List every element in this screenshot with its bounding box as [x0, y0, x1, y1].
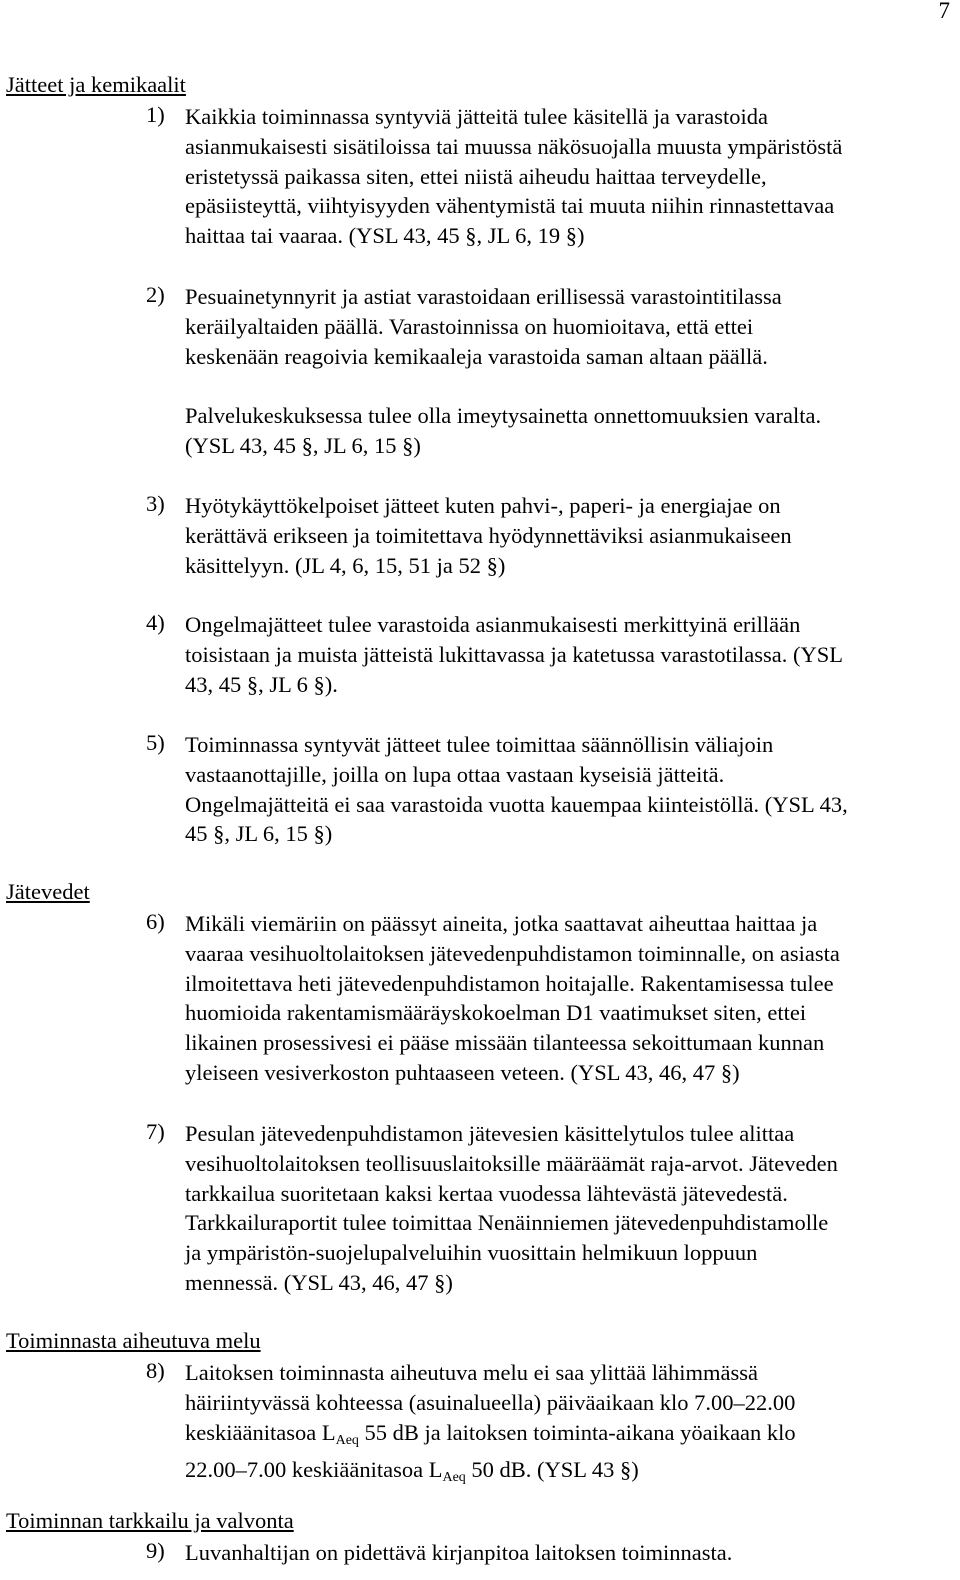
text-line: tarkkailua suoritetaan kaksi kertaa vuodessa lähtevästä jätevedestä.	[185, 1180, 788, 1206]
paragraph-item-2	[185, 282, 955, 371]
paragraph-item-7	[185, 1119, 955, 1298]
text-line: asianmukaisesti sisätiloissa tai muussa näkösuojalla muusta ympäristöstä	[185, 133, 843, 159]
text-line: haittaa tai vaaraa. (YSL 43, 45 §, JL 6, 19 §)	[185, 223, 585, 249]
section-heading-melu: Toiminnasta aiheutuva melu	[6, 1328, 261, 1353]
paragraph-item-4	[185, 610, 955, 699]
text-line: yleiseen vesiverkoston puhtaaseen veteen. (YSL 43, 46, 47 §)	[185, 1059, 740, 1085]
text-line: Tarkkailuraportit tulee toimittaa Nenäinniemen jätevedenpuhdistamolle	[185, 1210, 829, 1236]
paragraph-item-6	[185, 909, 955, 1088]
item-number: 5)	[146, 730, 165, 755]
item-number: 2)	[146, 282, 165, 307]
text-line: käsittelyyn. (JL 4, 6, 15, 51 ja 52 §)	[185, 552, 506, 578]
text-line: Kaikkia toiminnassa syntyviä jätteitä tulee käsitellä ja varastoida	[185, 104, 768, 129]
text-line: keskenään reagoivia kemikaaleja varastoida saman altaan päällä.	[185, 343, 768, 369]
text-line: häiriintyvässä kohteessa (asuinalueella) päiväaikaan klo 7.00–22.00	[185, 1389, 796, 1415]
section-heading-jatevedet: Jätevedet	[6, 879, 90, 904]
text-line: vaaraa vesihuoltolaitoksen jätevedenpuhdistamon toiminnalle, on asiasta	[185, 940, 840, 966]
text-line: mennessä. (YSL 43, 46, 47 §)	[185, 1269, 453, 1295]
text-segment: 55 dB ja laitoksen toiminta-aikana yöaikaan klo	[358, 1419, 796, 1445]
text-line: vesihuoltolaitoksen teollisuuslaitoksille määräämät raja-arvot. Jäteveden	[185, 1150, 838, 1176]
text-line: Ongelmajätteet tulee varastoida asianmukaisesti merkittyinä erillään	[185, 612, 801, 637]
text-line: (YSL 43, 45 §, JL 6, 15 §)	[185, 432, 421, 458]
text-line	[185, 1418, 955, 1456]
text-line: Toiminnassa syntyvät jätteet tulee toimittaa säännöllisin väliajoin	[185, 732, 774, 757]
text-line: Palvelukeskuksessa tulee olla imeytysainetta onnettomuuksien varalta.	[185, 403, 822, 428]
text-line: vastaanottajille, joilla on lupa ottaa vastaan kyseisiä jätteitä.	[185, 761, 725, 787]
item-number: 6)	[146, 909, 165, 934]
text-line: Pesulan jätevedenpuhdistamon jätevesien käsittelytulos tulee alittaa	[185, 1121, 795, 1146]
text-line: ja ympäristön-suojelupalveluihin vuosittain helmikuun loppuun	[185, 1240, 758, 1266]
text-line: eristetyssä paikassa siten, ettei niistä aiheudu haittaa terveydelle,	[185, 163, 767, 189]
text-line: toisistaan ja muista jätteistä lukittavassa ja katetussa varastotilassa. (YSL	[185, 641, 843, 667]
item-number: 3)	[146, 491, 165, 516]
text-line: keräilyaltaiden päällä. Varastoinnissa on huomioitava, että ettei	[185, 313, 754, 339]
item-number: 7)	[146, 1119, 165, 1144]
text-line: likainen prosessivesi ei pääse missään tilanteessa sekoittumaan kunnan	[185, 1030, 825, 1056]
subscript-text: Aeq	[335, 1432, 359, 1448]
text-line: Mikäli viemäriin on päässyt aineita, jotka saattavat aiheuttaa haittaa ja	[185, 911, 818, 936]
text-segment: keskiäänitasoa L	[185, 1419, 336, 1445]
text-line: Luvanhaltijan on pidettävä kirjanpitoa laitoksen toiminnasta.	[185, 1540, 733, 1565]
paragraph-item-9	[185, 1538, 955, 1568]
text-segment: 22.00–7.00 keskiäänitasoa L	[185, 1457, 443, 1483]
text-line: Hyötykäyttökelpoiset jätteet kuten pahvi-, paperi- ja energiajae on	[185, 493, 781, 518]
text-line: 45 §, JL 6, 15 §)	[185, 821, 333, 847]
text-line: ilmoitettava heti jätevedenpuhdistamon hoitajalle. Rakentamisessa tulee	[185, 970, 834, 996]
text-line: Ongelmajätteitä ei saa varastoida vuotta kauempaa kiinteistöllä. (YSL 43,	[185, 791, 848, 817]
text-line: huomioida rakentamismääräyskokoelman D1 vaatimukset siten, ettei	[185, 1000, 807, 1026]
section-heading-jatteet: Jätteet ja kemikaalit	[6, 72, 186, 97]
text-segment: 50 dB. (YSL 43 §)	[465, 1457, 639, 1483]
paragraph-item-3	[185, 491, 955, 580]
item-number: 8)	[146, 1358, 165, 1383]
text-line: Pesuainetynnyrit ja astiat varastoidaan erillisessä varastointitilassa	[185, 284, 782, 309]
paragraph-item-1	[185, 102, 955, 251]
text-line: kerättävä erikseen ja toimitettava hyödynnettäviksi asianmukaiseen	[185, 522, 792, 548]
text-line: Laitoksen toiminnasta aiheutuva melu ei saa ylittää lähimmässä	[185, 1360, 758, 1385]
item-number: 4)	[146, 610, 165, 635]
text-line: epäsiisteyttä, viihtyisyyden vähentymistä tai muuta niihin rinnastettavaa	[185, 193, 835, 219]
text-line	[185, 1455, 955, 1493]
item-number: 1)	[146, 102, 165, 127]
page-number: 7	[938, 0, 950, 23]
section-heading-tarkkailu: Toiminnan tarkkailu ja valvonta	[6, 1508, 294, 1533]
paragraph-item-5	[185, 730, 955, 849]
subscript-text: Aeq	[442, 1470, 466, 1486]
text-line: 43, 45 §, JL 6 §).	[185, 671, 338, 697]
paragraph-item-2-extra	[185, 401, 955, 461]
item-number: 9)	[146, 1538, 165, 1563]
paragraph-item-8	[185, 1358, 955, 1493]
